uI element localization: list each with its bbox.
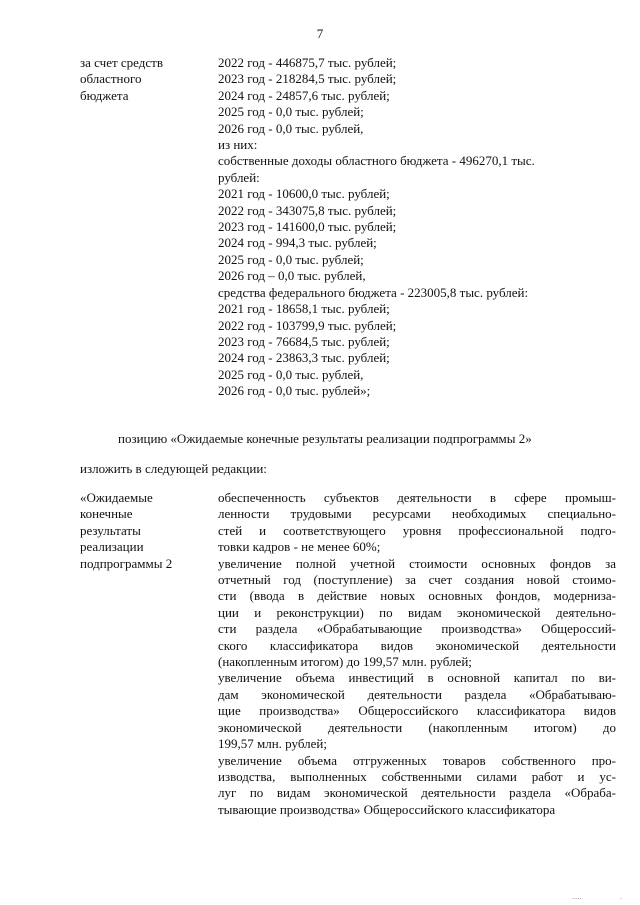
expected-results-line: товки кадров - не менее 60%; [218,539,381,555]
page-number: 7 [316,26,324,41]
funding-line: средства федерального бюджета - 223005,8 тыс. рублей: [218,284,529,300]
funding-line: рублей: [218,169,260,185]
expected-results-label-line: реализации [80,539,144,555]
expected-results-line: сти (ввода в действие новых основных фондов, модерниза- [218,588,616,604]
funding-line: 2022 год - 446875,7 тыс. рублей; [218,55,397,70]
funding-line: 2024 год - 23863,3 тыс. рублей; [218,350,390,366]
funding-line: 2025 год - 0,0 тыс. рублей, [218,366,364,382]
expected-results-block [80,490,620,818]
expected-results-line: щие производства» Общероссийского классификатора видов [218,703,616,719]
funding-line: 2026 год – 0,0 тыс. рублей, [218,268,366,284]
funding-line: собственные доходы областного бюджета - 496270,1 тыс. [218,153,535,169]
funding-values [218,55,616,400]
funding-line: 2024 год - 24857,6 тыс. рублей; [218,87,390,103]
footer-mark: ····· [572,896,582,903]
expected-results-line: ленности трудовыми ресурсами необходимых специально- [218,506,616,522]
funding-line: 2022 год - 343075,8 тыс. рублей; [218,202,397,218]
expected-results-label-line: результаты [80,522,141,538]
expected-results-label [80,490,218,818]
funding-line: 2024 год - 994,3 тыс. рублей; [218,235,377,251]
expected-results-line: луг по видам экономической деятельности раздела «Обраба- [218,785,616,801]
funding-line: 2021 год - 10600,0 тыс. рублей; [218,186,390,202]
expected-results-line: отчетный год (поступление) за счет создания новой стоимо- [218,572,616,588]
expected-results-line: ции и реконструкции) по видам экономической деятельно- [218,604,616,620]
expected-results-line: тывающие производства» Общероссийского классификатора [218,801,556,817]
paragraph-edit-instruction: изложить в следующей редакции: [80,461,267,476]
funding-block [80,55,620,400]
expected-results-line: обеспеченность субъектов деятельности в сфере промыш- [218,490,616,505]
expected-results-line: увеличение объема отгруженных товаров собственного про- [218,752,616,768]
funding-line: 2026 год - 0,0 тыс. рублей, [218,120,364,136]
expected-results-line: (накопленным итогом) до 199,57 млн. рублей; [218,654,472,670]
expected-results-line: сти раздела «Обрабатывающие производства» Общероссий- [218,621,616,637]
expected-results-line: увеличение полной учетной стоимости основных фондов за [218,555,616,571]
funding-line: 2023 год - 218284,5 тыс. рублей; [218,71,397,87]
expected-results-line: стей и соответствующего уровня профессиональной подго- [218,522,616,538]
expected-results-label-line: конечные [80,506,133,522]
funding-line: 2021 год - 18658,1 тыс. рублей; [218,301,390,317]
funding-label-line: областного [80,71,142,87]
expected-results-line: изводства, выполненных собственными силами работ и ус- [218,768,616,784]
expected-results-text [218,490,616,818]
funding-line: 2022 год - 103799,9 тыс. рублей; [218,317,397,333]
funding-line: 2023 год - 76684,5 тыс. рублей; [218,333,390,349]
funding-line: из них: [218,137,258,153]
funding-line: 2026 год - 0,0 тыс. рублей»; [218,383,371,399]
paragraph-position: позицию «Ожидаемые конечные результаты реализации подпрограммы 2» [118,431,532,446]
footer-mark: · [620,896,622,903]
funding-line: 2023 год - 141600,0 тыс. рублей; [218,219,397,235]
expected-results-line: экономической деятельности (накопленным итогом) до [218,719,616,735]
funding-line: 2025 год - 0,0 тыс. рублей; [218,251,364,267]
expected-results-line: 199,57 млн. рублей; [218,736,327,752]
funding-label-line: бюджета [80,87,129,103]
expected-results-line: дам экономической деятельности раздела «Обрабатываю- [218,686,616,702]
funding-line: 2025 год - 0,0 тыс. рублей; [218,104,364,120]
expected-results-line: ского классификатора видов экономической деятельности [218,637,616,653]
funding-label [80,55,218,400]
expected-results-label-line: подпрограммы 2 [80,555,173,571]
expected-results-line: увеличение объема инвестиций в основной капитал по ви- [218,670,616,686]
funding-label-line: за счет средств [80,55,163,70]
expected-results-label-line: «Ожидаемые [80,490,153,505]
